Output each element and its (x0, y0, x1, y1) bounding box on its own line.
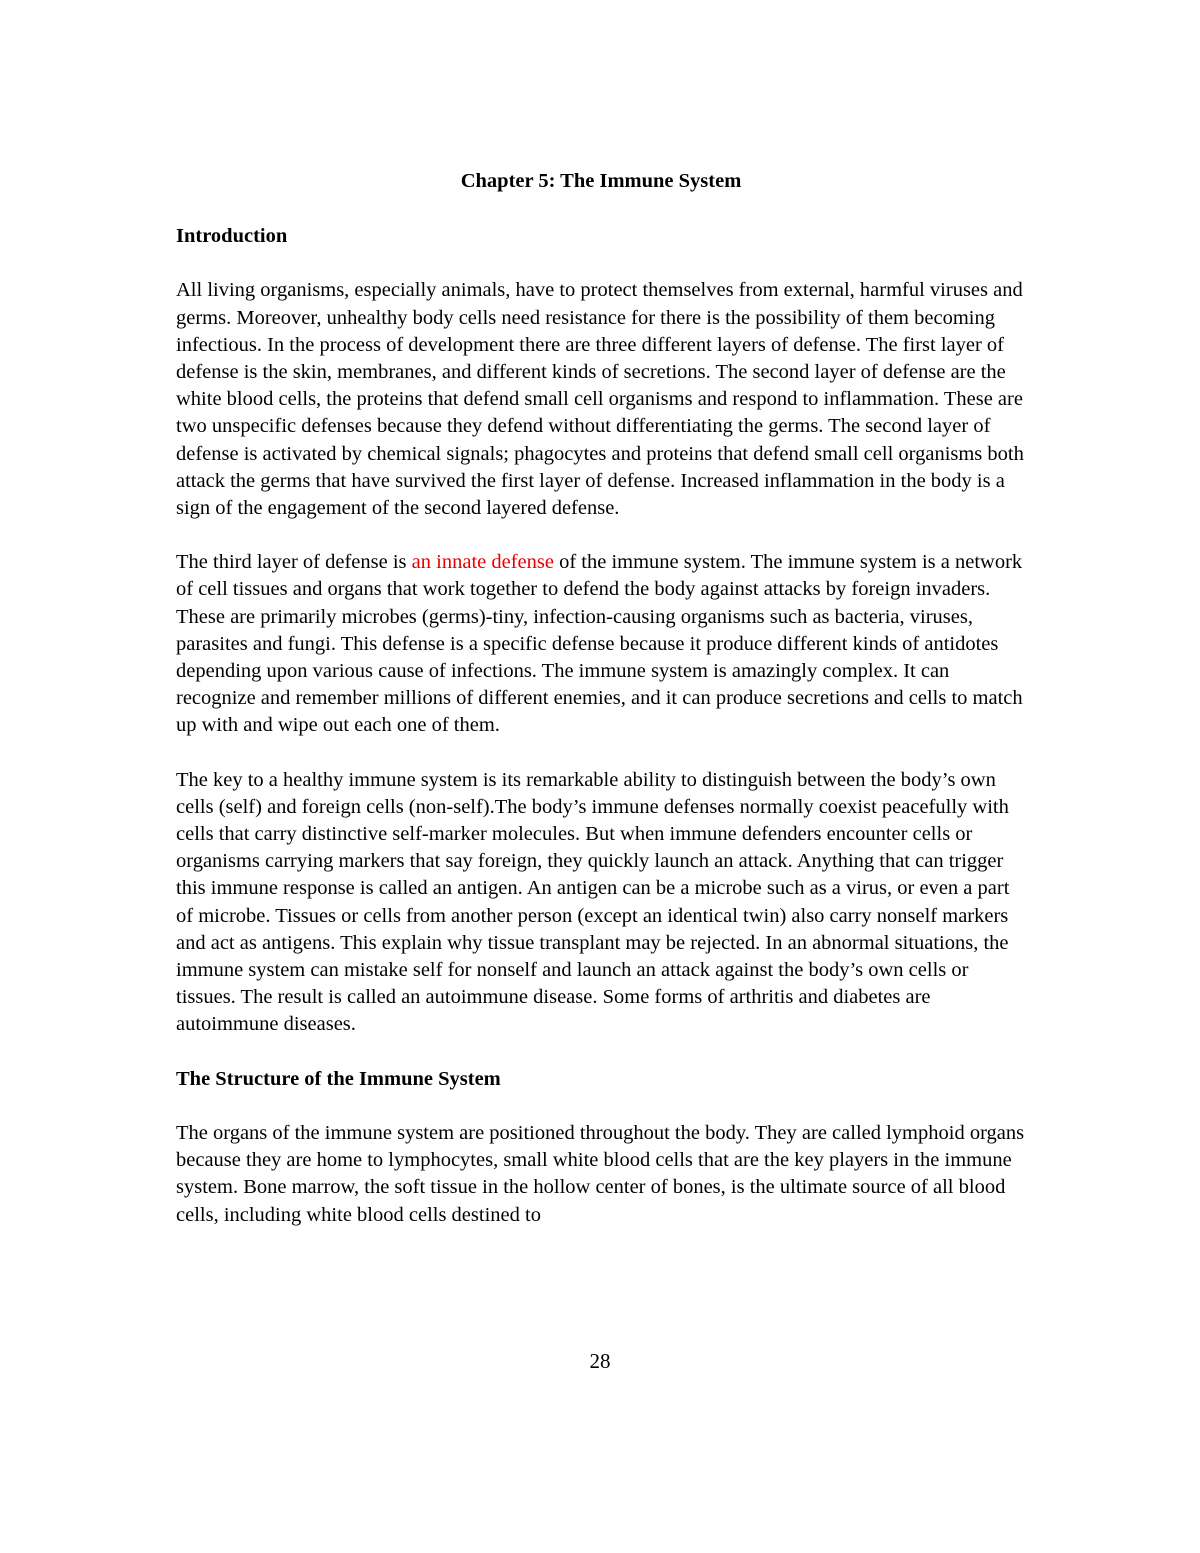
paragraph-intro-3: The key to a healthy immune system is its remarkable ability to distinguish between the body’s own cells (self) and foreign cells (non-self).The body’s immune defenses normally coexist peacefully with cells that carry distinctive self-marker molecules. But when immune defenders encounter cells or organisms carrying markers that say foreign, they quickly launch an attack. Anything that can trigger this immune response is called an antigen. An antigen can be a microbe such as a virus, or even a part of microbe. Tissues or cells from another person (except an identical twin) also carry nonself markers and act as antigens. This explain why tissue transplant may be rejected. In an abnormal situations, the immune system can mistake self for nonself and launch an attack against the body’s own cells or tissues. The result is called an autoimmune disease. Some forms of arthritis and diabetes are autoimmune diseases. (176, 768, 1010, 1036)
section-heading-introduction: Introduction (176, 225, 288, 248)
page-number: 28 (589, 1349, 611, 1373)
paragraph-structure-1: The organs of the immune system are positioned throughout the body. They are called lymphoid organs because they are home to lymphocytes, small white blood cells that are the key players in the immune system. Bone marrow, the soft tissue in the hollow center of bones, is the ultimate source of all blood cells, including white blood cells destined to (176, 1121, 1025, 1226)
page-content (176, 168, 1026, 1256)
section-heading-structure: The Structure of the Immune System (176, 1067, 501, 1090)
highlighted-text: an innate defense (411, 551, 554, 574)
paragraph-intro-2-start: The third layer of defense is (176, 551, 412, 574)
paragraph-intro-2 (176, 549, 1026, 739)
chapter-title: Chapter 5: The Immune System (460, 170, 742, 192)
paragraph-intro-1: All living organisms, especially animals, have to protect themselves from external, harmful viruses and germs. Moreover, unhealthy body cells need resistance for there is the possibility of them becoming infectious. In the process of development there are three different layers of defense. The first layer of defense is the skin, membranes, and different kinds of secretions. The second layer of defense are the white blood cells, the proteins that defend small cell organisms and respond to inflammation. These are two unspecific defenses because they defend without differentiating the germs. The second layer of defense is activated by chemical signals; phagocytes and proteins that defend small cell organisms both attack the germs that have survived the first layer of defense. Increased inflammation in the body is a sign of the engagement of the second layered defense. (176, 279, 1024, 520)
paragraph-intro-2-end: of the immune system. The immune system is a network of cell tissues and organs that work together to defend the body against attacks by foreign invaders. These are primarily microbes (germs)-tiny, infection-causing organisms such as bacteria, viruses, parasites and fungi. This defense is a specific defense because it produce different kinds of antidotes depending upon various cause of infections. The immune system is amazingly complex. It can recognize and remember millions of different enemies, and it can produce secretions and cells to match up with and wipe out each one of them. (176, 551, 1023, 737)
